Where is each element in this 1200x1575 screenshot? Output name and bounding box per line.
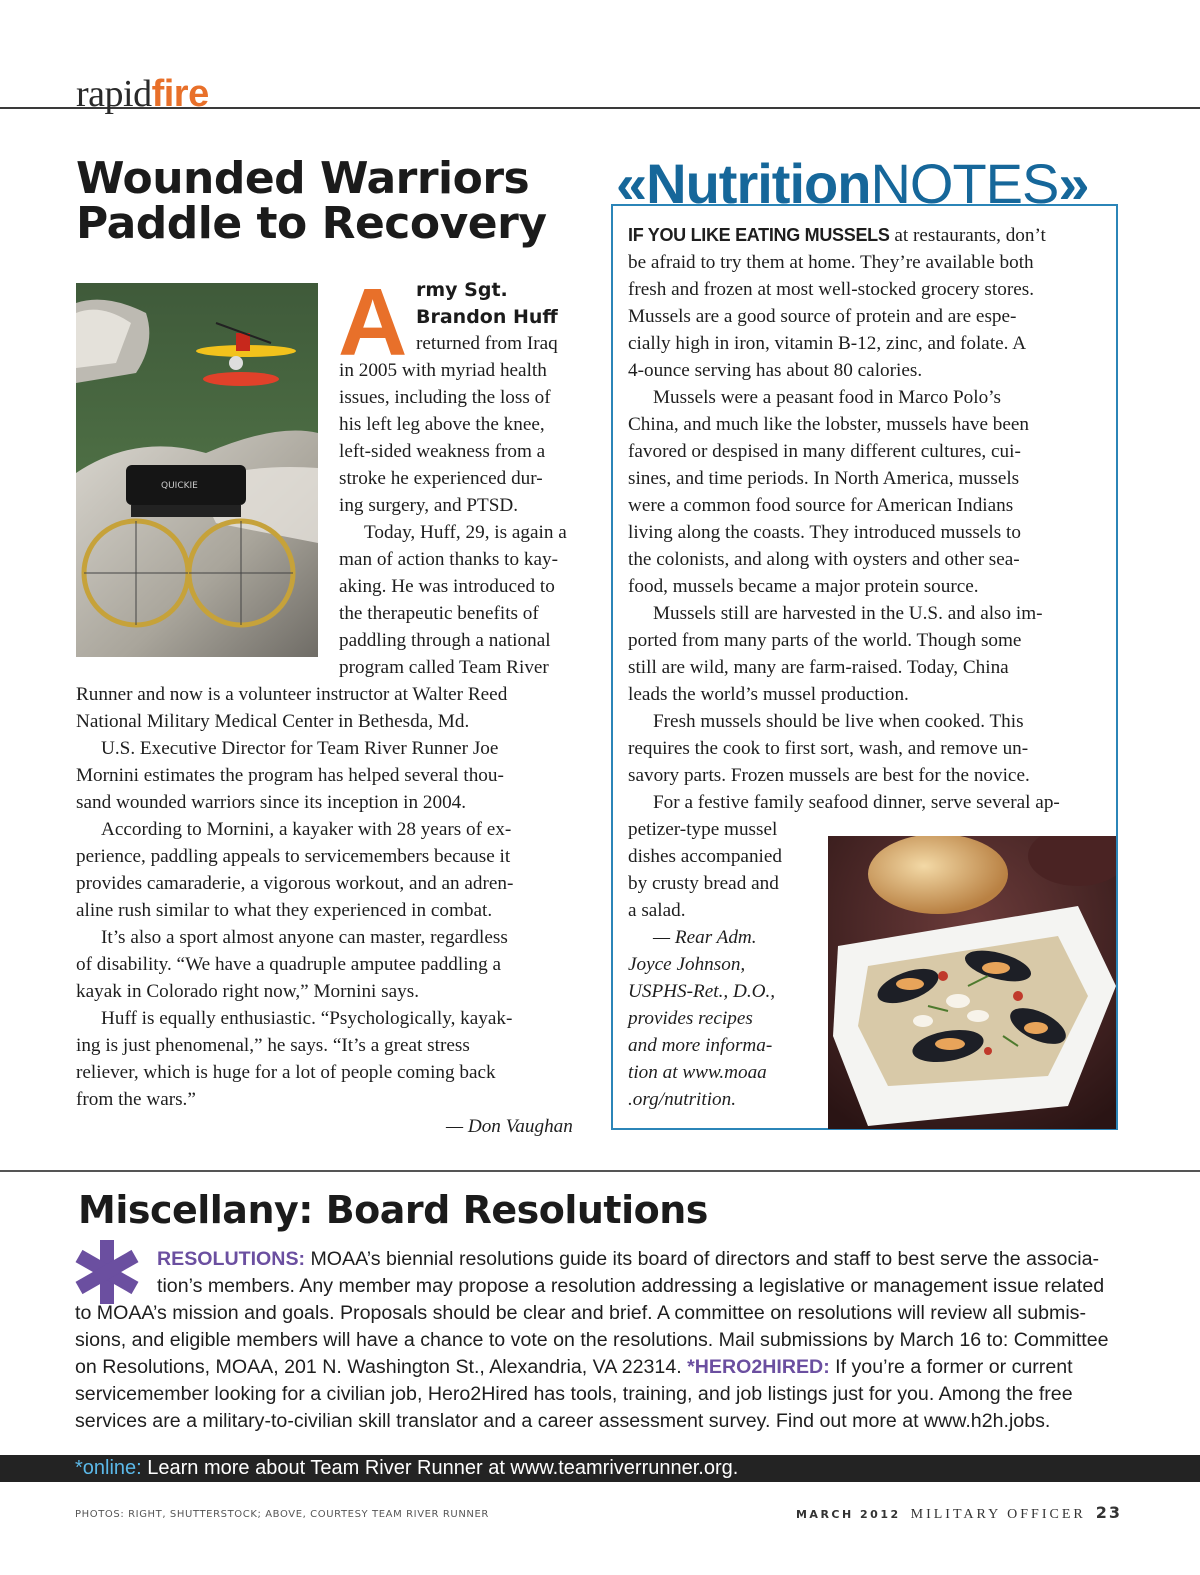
misc-line (75, 1354, 1073, 1381)
nutrition-line: petizer-type mussel (628, 819, 778, 840)
nutrition-line: leads the world’s mussel production. (628, 684, 909, 705)
article-line: his left leg above the knee, (339, 414, 545, 435)
misc-line (157, 1246, 1099, 1273)
nutrition-line: Mussels still are harvested in the U.S. and also im- (653, 603, 1043, 624)
nutrition-line: still are wild, many are farm-raised. Today, China (628, 657, 1009, 678)
lede-line: rmy Sgt. (416, 279, 508, 301)
article-line: Runner and now is a volunteer instructor at Walter Reed (76, 684, 508, 705)
nutrition-credit-line: — Rear Adm. (653, 927, 757, 948)
publication-name: MILITARY OFFICER (910, 1507, 1086, 1522)
lede-line: Brandon Huff (416, 306, 558, 328)
article-line: Mornini estimates the program has helped several thou- (76, 765, 504, 786)
nutrition-line: living along the coasts. They introduced mussels to (628, 522, 1021, 543)
nutrition-line: For a festive family seafood dinner, serve several ap- (653, 792, 1060, 813)
article-line: program called Team River (339, 657, 549, 678)
nutrition-line: 4-ounce serving has about 80 calories. (628, 360, 923, 381)
article-line: provides camaraderie, a vigorous workout, and an adren- (76, 873, 514, 894)
title-close-guillemet: » (1058, 152, 1089, 215)
title-open-guillemet: « (616, 152, 647, 215)
svg-text:QUICKIE: QUICKIE (161, 481, 198, 491)
online-link-text[interactable]: Learn more about Team River Runner at www.teamriverrunner.org. (141, 1457, 739, 1479)
article-line: sand wounded warriors since its inception in 2004. (76, 792, 467, 813)
article-line: Today, Huff, 29, is again a (364, 522, 567, 543)
title-nutrition: Nutrition (646, 152, 871, 215)
article-line: reliever, which is huge for a lot of people coming back (76, 1062, 496, 1083)
online-note (75, 1455, 738, 1482)
nutrition-credit-line: and more informa- (628, 1035, 773, 1056)
article-line: the therapeutic benefits of (339, 603, 539, 624)
misc-line: services are a military-to-civilian skill translator and a career assessment survey. Find out more at www.h2h.jobs. (75, 1410, 1051, 1432)
nutrition-credit-line: .org/nutrition. (628, 1089, 737, 1110)
nutrition-line: the colonists, and along with oysters and other sea- (628, 549, 1020, 570)
nutrition-line: sines, and time periods. In North America, mussels (628, 468, 1020, 489)
nutrition-lead-in: IF YOU LIKE EATING MUSSELS (628, 225, 890, 245)
nutrition-line: a salad. (628, 900, 686, 921)
nutrition-line: requires the cook to first sort, wash, and remove un- (628, 738, 1029, 759)
hero2hired-label: *HERO2HIRED: (687, 1356, 830, 1378)
online-label: *online: (75, 1457, 142, 1479)
misc-line-text: MOAA’s biennial resolutions guide its board of directors and staff to best serve the associa- (305, 1248, 1100, 1270)
article-line: of disability. “We have a quadruple amputee paddling a (76, 954, 502, 975)
nutrition-line: were a common food source for American Indians (628, 495, 1014, 516)
nutrition-line: cially high in iron, vitamin B-12, zinc, and folate. A (628, 333, 1027, 354)
article-line: in 2005 with myriad health (339, 360, 547, 381)
nutrition-credit-line: Joyce Johnson, (628, 954, 746, 975)
misc-line: sions, and eligible members will have a chance to vote on the resolutions. Mail submissions by March 16 to: Committee (75, 1329, 1109, 1351)
article-line: stroke he experienced dur- (339, 468, 543, 489)
article-line: returned from Iraq (416, 333, 558, 354)
nutrition-line: food, mussels became a major protein source. (628, 576, 979, 597)
article-line: kayak in Colorado right now,” Mornini says. (76, 981, 420, 1002)
drop-cap: A (338, 269, 408, 376)
article-line: According to Mornini, a kayaker with 28 years of ex- (101, 819, 512, 840)
resolutions-label: RESOLUTIONS: (157, 1248, 306, 1270)
nutrition-line: be afraid to try them at home. They’re available both (628, 252, 1034, 273)
article-line: paddling through a national (339, 630, 551, 651)
nutrition-line: China, and much like the lobster, mussels have been (628, 414, 1030, 435)
headline-line: Wounded Warriors (76, 153, 530, 204)
page-folio (796, 1502, 1122, 1526)
miscellany-heading: Miscellany: Board Resolutions (78, 1188, 708, 1232)
article-line: perience, paddling appeals to servicemembers because it (76, 846, 511, 867)
misc-line: tion’s members. Any member may propose a resolution addressing a legislative or management issue related (157, 1275, 1105, 1297)
nutrition-credit-line: tion at www.moaa (628, 1062, 767, 1083)
nutrition-credit-line: USPHS-Ret., D.O., (628, 981, 776, 1002)
nutrition-line: dishes accompanied (628, 846, 782, 867)
misc-line-text: If you’re a former or current (829, 1356, 1073, 1378)
page-number: 23 (1095, 1503, 1122, 1522)
nutrition-line: favored or despised in many different cultures, cui- (628, 441, 1021, 462)
article-line: aking. He was introduced to (339, 576, 555, 597)
masthead-word-rapid: rapid (76, 73, 152, 115)
article-line: left-sided weakness from a (339, 441, 546, 462)
photo-credit: PHOTOS: RIGHT, SHUTTERSTOCK; ABOVE, COURTESY TEAM RIVER RUNNER (75, 1509, 489, 1520)
article-line: man of action thanks to kay- (339, 549, 558, 570)
article-line: ing is just phenomenal,” he says. “It’s a great stress (76, 1035, 470, 1056)
misc-line: servicemember looking for a civilian job, Hero2Hired has tools, training, and job listings just for you. Among the free (75, 1383, 1073, 1405)
article-line: issues, including the loss of (339, 387, 551, 408)
article-byline: — Don Vaughan (446, 1116, 573, 1137)
article-line: U.S. Executive Director for Team River Runner Joe (101, 738, 499, 759)
article-line: It’s also a sport almost anyone can master, regardless (101, 927, 508, 948)
article-line: from the wars.” (76, 1089, 196, 1110)
misc-line-text: on Resolutions, MOAA, 201 N. Washington St., Alexandria, VA 22314. (75, 1356, 688, 1378)
nutrition-line: Mussels are a good source of protein and are espe- (628, 306, 1017, 327)
masthead-word-fire: fire (151, 73, 209, 115)
headline-line: Paddle to Recovery (76, 198, 547, 249)
nutrition-line: savory parts. Frozen mussels are best for the novice. (628, 765, 1030, 786)
nutrition-line: ported from many parts of the world. Though some (628, 630, 1022, 651)
article-line: aline rush similar to what they experienced in combat. (76, 900, 493, 921)
nutrition-lead-rest: at restaurants, don’t (889, 225, 1046, 246)
article-line: ing surgery, and PTSD. (339, 495, 519, 516)
title-notes: NOTES (870, 152, 1059, 215)
nutrition-line: Fresh mussels should be live when cooked. This (653, 711, 1024, 732)
issue-date: MARCH 2012 (795, 1508, 901, 1521)
article-line: National Military Medical Center in Bethesda, Md. (76, 711, 470, 732)
nutrition-line: Mussels were a peasant food in Marco Polo’s (653, 387, 1001, 408)
misc-line: to MOAA’s mission and goals. Proposals should be clear and brief. A committee on resolutions will review all submis- (75, 1302, 1086, 1324)
article-line: Huff is equally enthusiastic. “Psychologically, kayak- (101, 1008, 513, 1029)
nutrition-line: by crusty bread and (628, 873, 779, 894)
nutrition-credit-line: provides recipes (628, 1008, 753, 1029)
nutrition-line: fresh and frozen at most well-stocked grocery stores. (628, 279, 1034, 300)
